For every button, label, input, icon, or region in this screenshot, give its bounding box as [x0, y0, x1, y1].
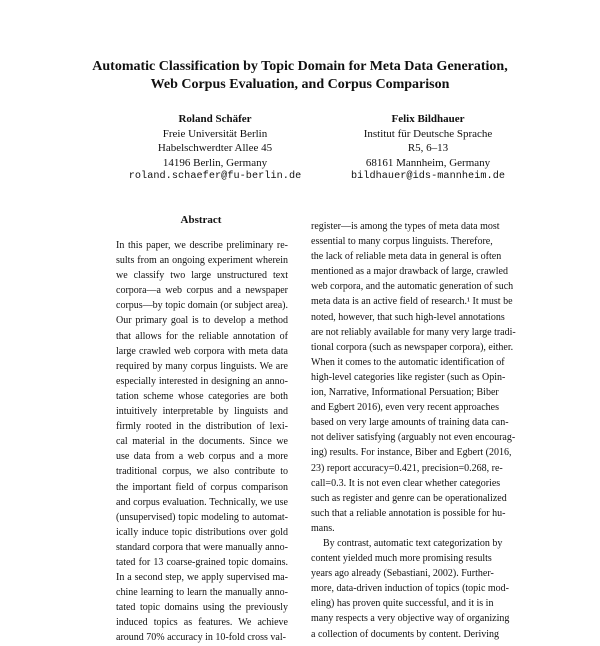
- text-line: cal material in the documents. Since we: [116, 436, 288, 448]
- text-line: and corpus evaluation. Technically, we use: [116, 496, 288, 508]
- text-line: ically induce topic distributions over gold: [116, 526, 288, 538]
- text-line: ing) results. For instance, Biber and Egbert (2016,: [311, 447, 512, 459]
- abstract-body: [116, 238, 288, 646]
- author-affiliation: Freie Universität Berlin: [162, 127, 268, 140]
- text-line: large crawled web corpora with meta data: [116, 345, 288, 357]
- text-line: many respects a very objective way of organizing: [311, 613, 510, 625]
- text-line: tation scheme whose categories are both: [116, 390, 288, 402]
- text-line: years ago already (Sebastiani, 2002). Further-: [311, 568, 494, 580]
- text-line: not deliver satisfying (arguably not even encourag-: [311, 432, 516, 444]
- text-line: (unsupervised) topic modeling to automat-: [116, 511, 288, 523]
- text-line: firmly rooted in the distribution of lexi-: [116, 421, 288, 433]
- text-line: high-level categories like register (such as Opin-: [311, 371, 506, 383]
- text-line: we classify two large unstructured text: [116, 270, 288, 282]
- body-text-column: [311, 219, 516, 642]
- author-city: 68161 Mannheim, Germany: [365, 156, 491, 169]
- text-line: are not reliably available for many very large tradi-: [311, 326, 516, 338]
- text-line: meta data is an active field of research.¹ It must be: [311, 296, 513, 308]
- text-line: intuitively interpretable by linguists and: [116, 406, 288, 418]
- text-line: corpus—by topic domain (or subject area).: [116, 300, 288, 312]
- text-line: induced topics as features. We achieve: [116, 617, 288, 629]
- text-line: the important field of corpus comparison: [116, 481, 288, 493]
- text-line: noted, however, that such high-level annotations: [311, 311, 505, 323]
- author-block: [95, 112, 335, 185]
- text-line: When it comes to the automatic identification of: [311, 356, 505, 368]
- text-line: register—is among the types of meta data most: [311, 221, 500, 232]
- text-line: 23) report accuracy=0.421, precision=0.268, re-: [311, 462, 503, 474]
- author-email[interactable]: roland.schaefer@fu-berlin.de: [128, 171, 302, 182]
- author-name: Felix Bildhauer: [391, 113, 465, 125]
- text-line: sults from an ongoing experiment wherein: [116, 255, 288, 267]
- text-line: and Egbert 2016), even very recent approaches: [311, 402, 499, 414]
- text-line: that allows for the reliable annotation of: [116, 330, 288, 342]
- text-line: call=0.3. It is not even clear whether categories: [311, 477, 501, 489]
- text-line: use data from a web corpus and a more: [116, 451, 288, 463]
- text-line: especially interested in designing an anno-: [116, 375, 288, 387]
- text-line: Our primary goal is to develop a method: [116, 315, 288, 327]
- text-line: mentioned as a major drawback of large, crawled: [311, 266, 508, 278]
- author-street: R5, 6–13: [407, 142, 449, 154]
- text-line: such that a reliable annotation is possible for hu-: [311, 507, 506, 519]
- text-line: eling) has proven quite successful, and it is in: [311, 598, 494, 610]
- text-line: chine learning to learn the manually anno-: [116, 587, 288, 599]
- text-line: tated for 13 coarse-grained topic domains.: [116, 556, 288, 568]
- abstract-heading: Abstract: [180, 214, 222, 226]
- text-line: corpora—a web corpus and a newspaper: [116, 285, 288, 297]
- text-line: tated topic domains using the previously: [116, 602, 288, 614]
- text-line: such as register and genre can be operationalized: [311, 492, 507, 504]
- text-line: essential to many corpus linguists. Therefore,: [311, 236, 493, 248]
- author-block: [308, 112, 548, 185]
- text-line: based on very large amounts of training data can-: [311, 417, 509, 429]
- text-line: a collection of documents by content. Deriving: [311, 628, 500, 640]
- text-line: In a second step, we apply supervised ma-: [116, 572, 288, 584]
- text-line: the lack of reliable meta data in general is often: [311, 251, 502, 263]
- title-line: Automatic Classification by Topic Domain for Meta Data Generation,: [92, 59, 508, 74]
- text-line: content yielded much more promising results: [311, 553, 492, 565]
- author-city: 14196 Berlin, Germany: [162, 156, 268, 169]
- text-line: around 70% accuracy in 10-fold cross val-: [116, 632, 286, 644]
- author-email[interactable]: bildhauer@ids-mannheim.de: [350, 171, 506, 182]
- text-line: ion, Narrative, Informational Persuation; Biber: [311, 387, 499, 399]
- paper-title: [40, 58, 560, 94]
- text-line: In this paper, we describe preliminary re-: [116, 240, 288, 251]
- text-line: mans.: [311, 522, 335, 534]
- author-street: Habelschwerdter Allee 45: [157, 142, 273, 154]
- text-line: By contrast, automatic text categorization by: [323, 537, 503, 549]
- text-line: traditional corpus, we also contribute to: [116, 466, 288, 478]
- text-line: web corpora, and the automatic generation of such: [311, 281, 514, 293]
- text-line: more, data-driven induction of topics (topic mod-: [311, 583, 510, 595]
- text-line: required by many corpus linguists. We are: [116, 360, 288, 372]
- text-line: tional corpora (such as newspaper corpora), either.: [311, 341, 514, 353]
- author-name: Roland Schäfer: [178, 113, 252, 125]
- title-line: Web Corpus Evaluation, and Corpus Comparison: [150, 77, 450, 92]
- author-affiliation: Institut für Deutsche Sprache: [363, 127, 493, 140]
- text-line: standard corpora that were manually anno-: [116, 541, 288, 553]
